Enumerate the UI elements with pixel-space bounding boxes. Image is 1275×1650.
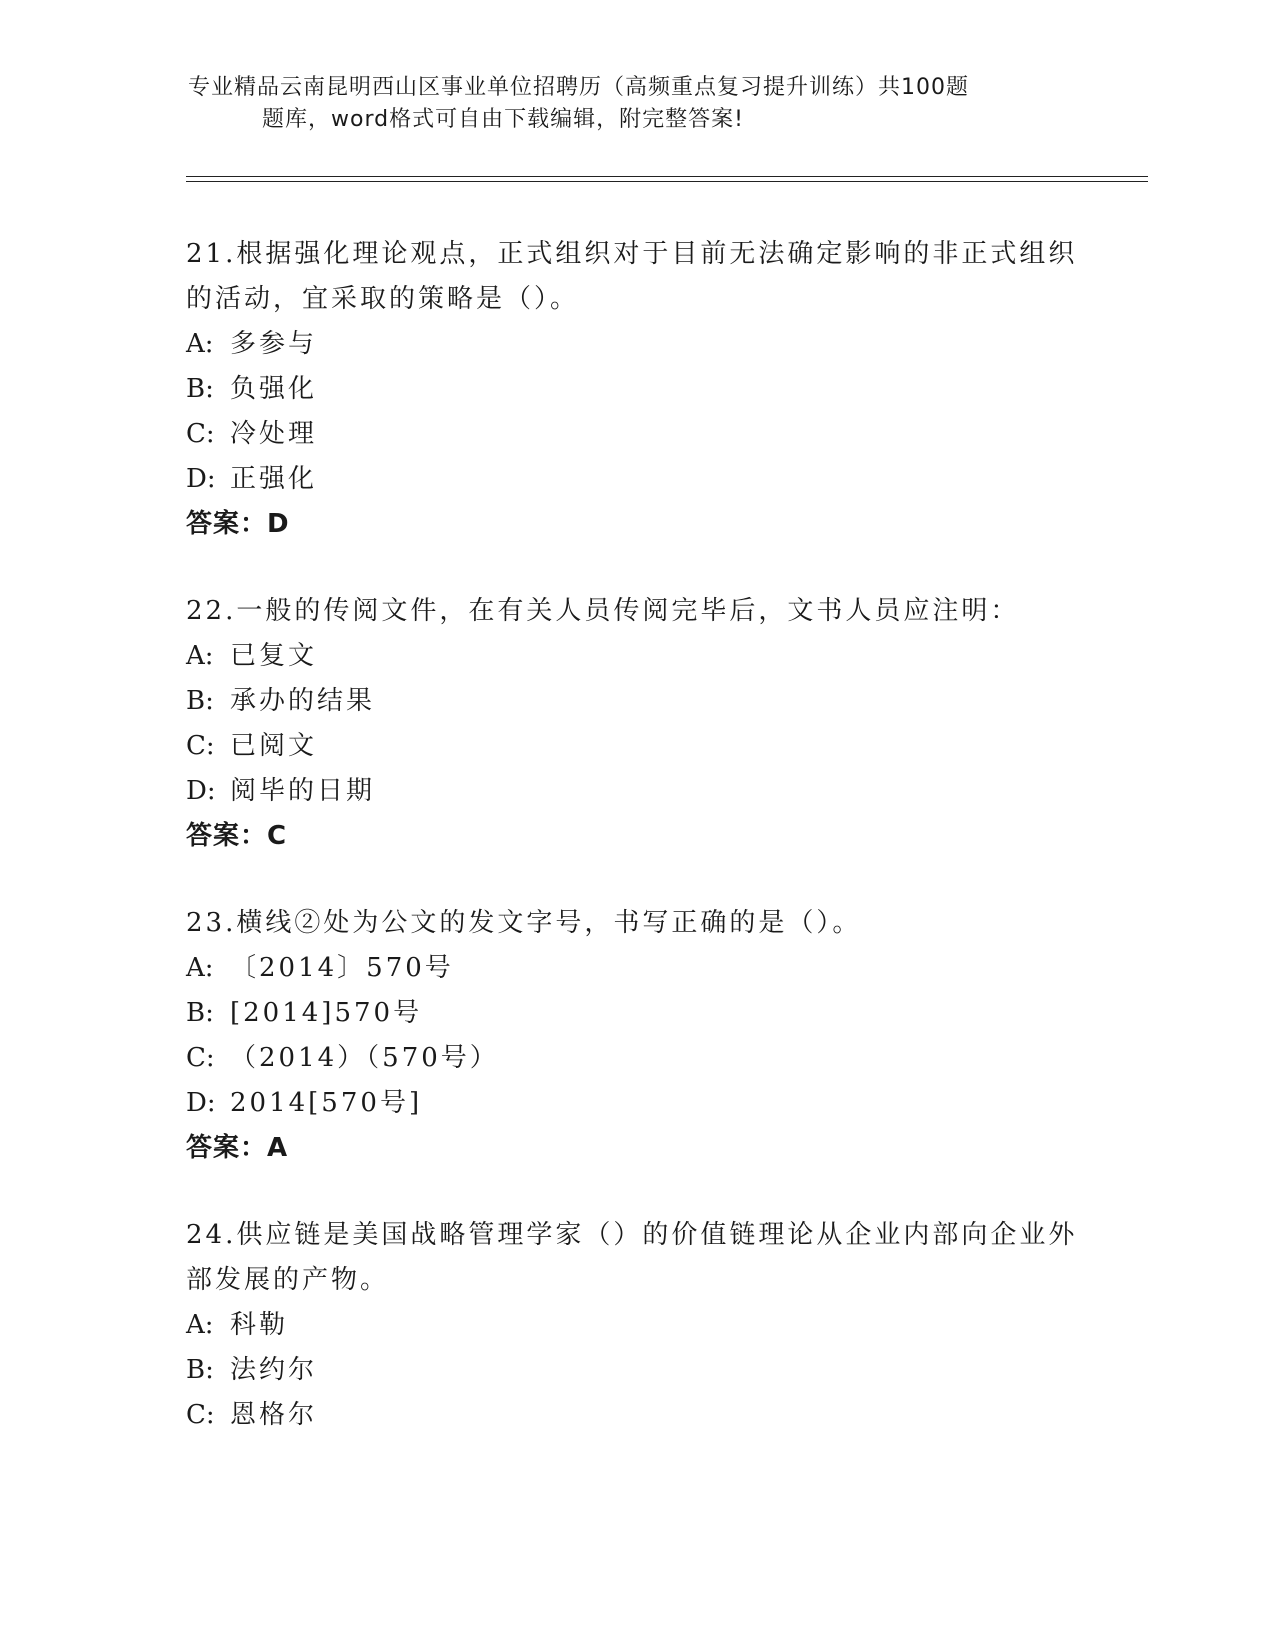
- option-b: [186, 991, 1086, 1036]
- option-label: A:: [186, 329, 214, 359]
- answer-line: 答案：D: [186, 509, 290, 539]
- option-label: A:: [186, 1310, 214, 1340]
- document-title-line-1: 专业精品云南昆明西山区事业单位招聘历（高频重点复习提升训练）共100题: [188, 75, 969, 100]
- option-c: [186, 412, 1086, 457]
- option-d: [186, 457, 1086, 502]
- option-label: C:: [186, 1400, 215, 1430]
- question-text: 24.供应链是美国战略管理学家（）的价值链理论从企业内部向企业外部发展的产物。: [186, 1220, 1078, 1295]
- document-title-line-2: 题库，word格式可自由下载编辑，附完整答案!: [262, 107, 744, 132]
- option-label: C:: [186, 419, 215, 449]
- option-text: 已阅文: [230, 731, 318, 761]
- question-text: 21.根据强化理论观点，正式组织对于目前无法确定影响的非正式组织的活动，宜采取的策略是（）。: [186, 239, 1078, 314]
- option-text: 负强化: [230, 374, 318, 404]
- option-a: [186, 634, 1086, 679]
- option-d: [186, 1081, 1086, 1126]
- option-c: [186, 1036, 1086, 1081]
- option-a: [186, 946, 1086, 991]
- answer-line: 答案：A: [186, 1133, 289, 1163]
- option-text: 〔2014〕570号: [230, 953, 454, 983]
- option-text: 恩格尔: [230, 1400, 318, 1430]
- option-label: C:: [186, 731, 215, 761]
- question-22: [186, 589, 1086, 859]
- option-text: 多参与: [230, 329, 318, 359]
- option-label: B:: [186, 1355, 214, 1385]
- option-a: [186, 322, 1086, 367]
- option-c: [186, 1393, 1086, 1438]
- option-text: 冷处理: [230, 419, 318, 449]
- header-divider-top: [186, 176, 1148, 177]
- option-label: D:: [186, 1088, 216, 1118]
- question-24: [186, 1213, 1086, 1438]
- option-b: [186, 679, 1086, 724]
- option-label: D:: [186, 776, 216, 806]
- header-divider-bottom: [186, 181, 1148, 182]
- question-21: [186, 232, 1086, 547]
- option-label: B:: [186, 686, 214, 716]
- option-c: [186, 724, 1086, 769]
- option-text: 科勒: [230, 1310, 289, 1340]
- option-label: B:: [186, 374, 214, 404]
- option-label: C:: [186, 1043, 215, 1073]
- option-label: A:: [186, 953, 214, 983]
- option-label: D:: [186, 464, 216, 494]
- option-text: 阅毕的日期: [230, 776, 376, 806]
- option-text: [2014]570号: [230, 998, 423, 1028]
- option-text: 法约尔: [230, 1355, 318, 1385]
- option-text: 已复文: [230, 641, 318, 671]
- option-b: [186, 367, 1086, 412]
- option-text: （2014）（570号）: [230, 1043, 499, 1073]
- question-23: [186, 901, 1086, 1171]
- option-label: A:: [186, 641, 214, 671]
- question-text: 23.横线②处为公文的发文字号，书写正确的是（）。: [186, 908, 862, 938]
- option-d: [186, 769, 1086, 814]
- option-text: 承办的结果: [230, 686, 376, 716]
- option-text: 正强化: [230, 464, 318, 494]
- answer-line: 答案：C: [186, 821, 288, 851]
- option-a: [186, 1303, 1086, 1348]
- question-list: [186, 232, 1086, 1480]
- question-text: 22.一般的传阅文件，在有关人员传阅完毕后，文书人员应注明：: [186, 596, 1020, 626]
- option-b: [186, 1348, 1086, 1393]
- option-text: 2014[570号]: [230, 1088, 423, 1118]
- option-label: B:: [186, 998, 214, 1028]
